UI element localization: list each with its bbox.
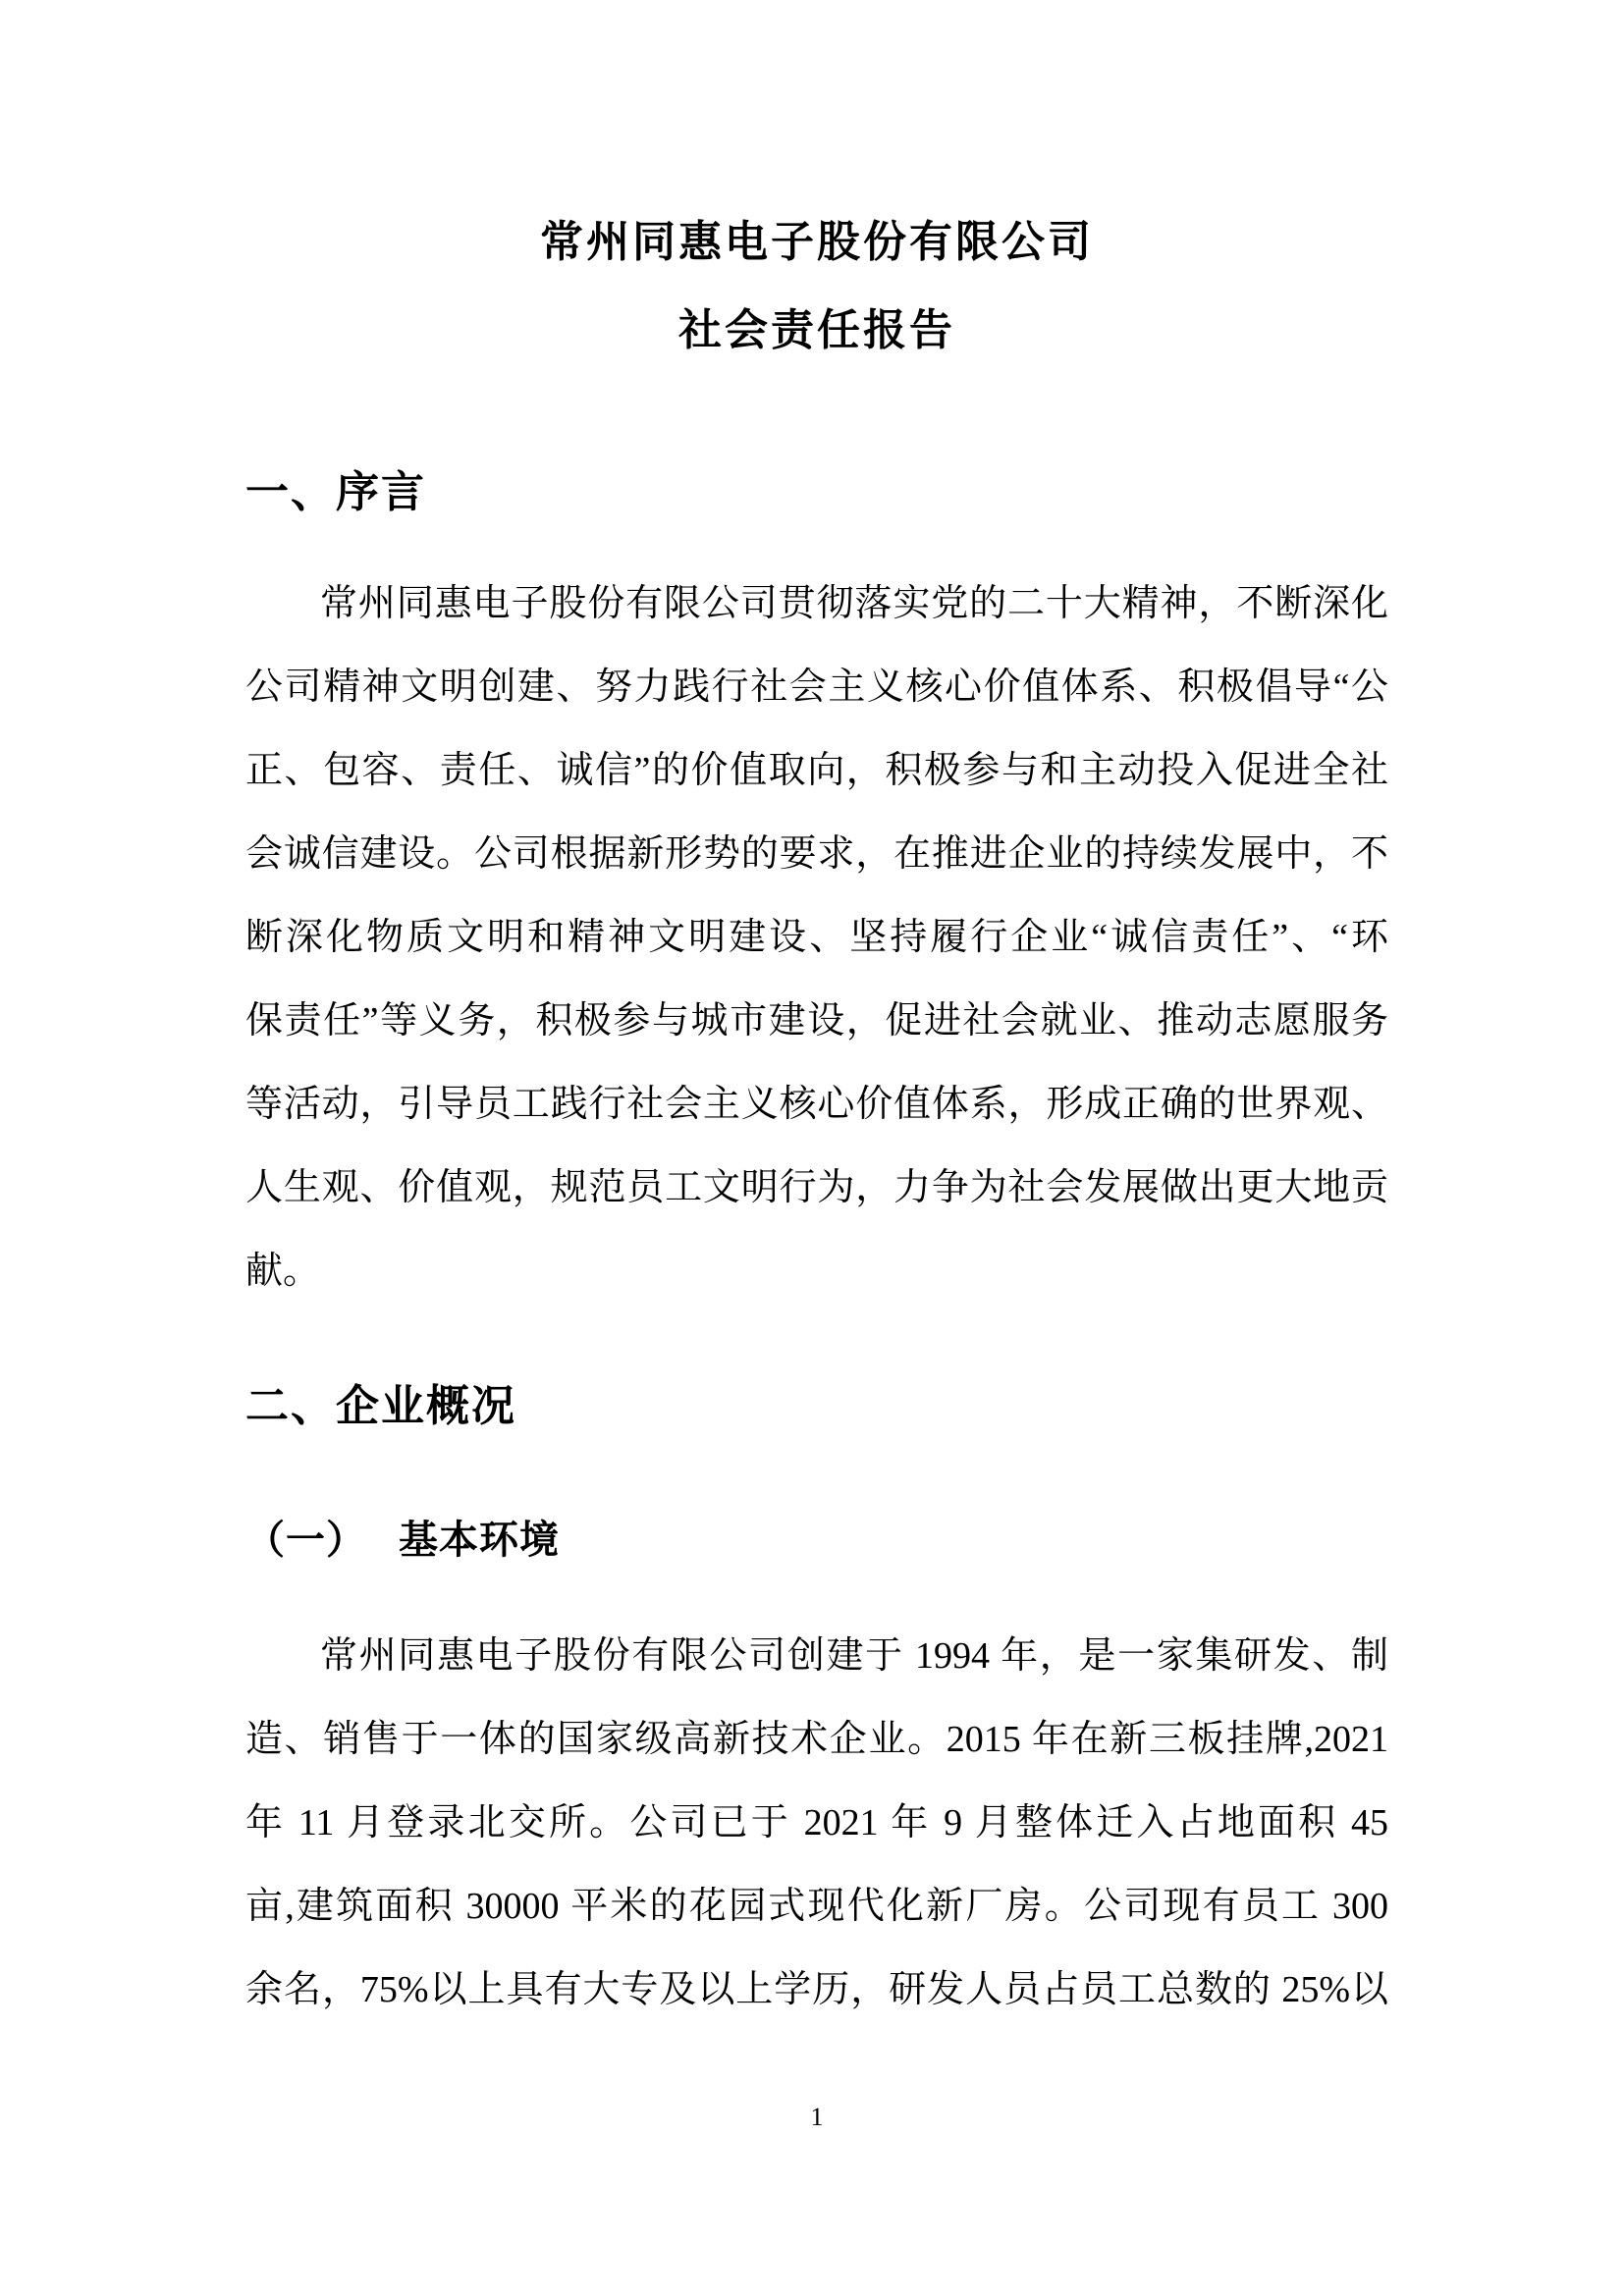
paragraph-line: 公司精神文明创建、努力践行社会主义核心价值体系、积极倡导“公 [245,667,1388,708]
page-number: 1 [810,2103,824,2131]
document-title: 常州同惠电子股份有限公司 [540,218,1094,266]
sub-heading-basic-environment: （一） 基本环境 [245,1518,560,1562]
document-subtitle: 社会责任报告 [678,306,955,354]
paragraph-line: 年 11 月登录北交所。公司已于 2021 年 9 月整体迁入占地面积 45 [245,1802,1388,1843]
paragraph-line: 正、包容、责任、诚信”的价值取向，积极参与和主动投入促进全社 [245,750,1388,791]
preface-paragraph [245,562,1388,1313]
company-overview-paragraph [245,1615,1388,2032]
paragraph-line: 常州同惠电子股份有限公司贯彻落实党的二十大精神，不断深化 [320,583,1388,624]
paragraph-line: 常州同惠电子股份有限公司创建于 1994 年，是一家集研发、制 [320,1635,1388,1677]
paragraph-line: 断深化物质文明和精神文明建设、坚持履行企业“诚信责任”、“环 [245,917,1388,958]
paragraph-line: 亩,建筑面积 30000 平米的花园式现代化新厂房。公司现有员工 300 [245,1886,1388,1927]
paragraph-line: 造、销售于一体的国家级高新技术企业。2015 年在新三板挂牌,2021 [245,1719,1388,1760]
paragraph-line: 保责任”等义务，积极参与城市建设，促进社会就业、推动志愿服务 [245,1000,1388,1041]
section-heading-company-overview: 二、企业概况 [245,1382,516,1430]
paragraph-line: 献。 [245,1251,321,1292]
paragraph-line: 会诚信建设。公司根据新形势的要求，在推进企业的持续发展中，不 [245,833,1388,875]
paragraph-line: 余名，75%以上具有大专及以上学历，研发人员占员工总数的 25%以 [245,1969,1388,2010]
paragraph-line: 等活动，引导员工践行社会主义核心价值体系，形成正确的世界观、 [245,1084,1388,1125]
paragraph-line: 人生观、价值观，规范员工文明行为，力争为社会发展做出更大地贡 [245,1167,1388,1208]
section-heading-preface: 一、序言 [245,468,426,516]
